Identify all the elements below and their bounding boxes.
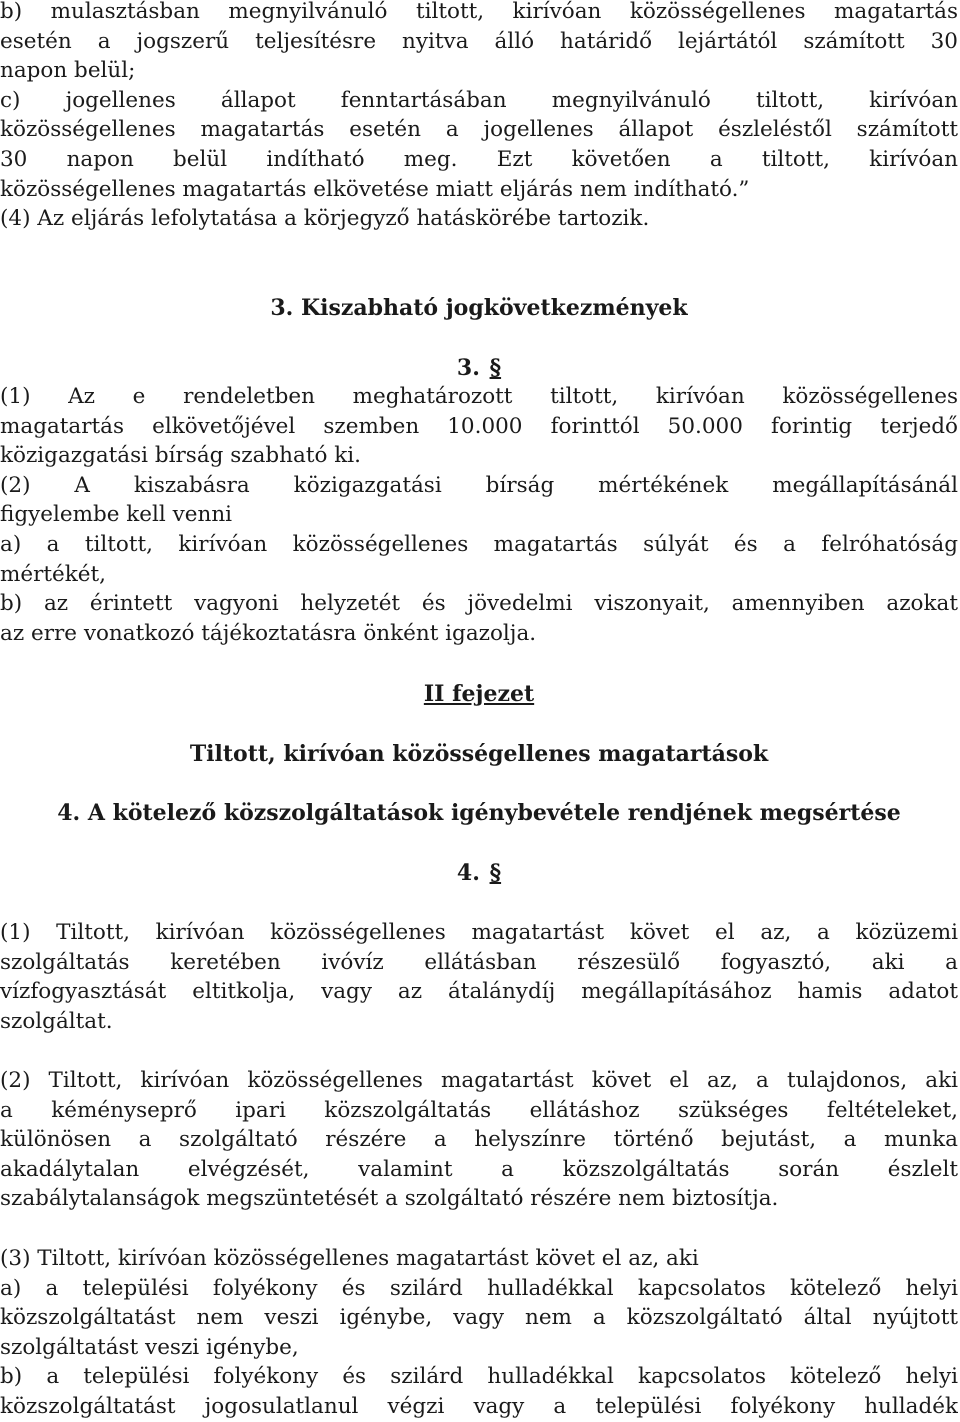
- text-line: mértékét,: [0, 561, 106, 587]
- section-4-heading: 4. A kötelező közszolgáltatások igénybevétele rendjének megsértése: [57, 800, 901, 826]
- section-4-paragraph-1: [0, 918, 958, 1036]
- section-3-body: [0, 382, 958, 648]
- text-line: vízfogyasztását eltitkolja, vagy az átalánydíj megállapításához hamis adatot: [0, 979, 958, 1005]
- text-line: napon belül;: [0, 58, 136, 84]
- section-symbol: §: [489, 860, 502, 886]
- text-line: közszolgáltatást nem veszi igénybe, vagy nem a közszolgáltató által nyújtott: [0, 1305, 958, 1331]
- text-line: a) a tiltott, kirívóan közösségellenes magatartás súlyát és a felróhatóság: [0, 531, 958, 557]
- text-line: akadálytalan elvégzését, valamint a közszolgáltatás során észlelt: [0, 1156, 958, 1182]
- text-line: magatartás elkövetőjével szemben 10.000 forinttól 50.000 forintig terjedő: [0, 413, 958, 439]
- text-line: esetén a jogszerű teljesítésre nyitva álló határidő lejártától számított 30: [0, 28, 958, 54]
- text-line: közösségellenes magatartás esetén a jogellenes állapot észleléstől számított: [0, 117, 958, 143]
- text-line: (2) A kiszabásra közigazgatási bírság mértékének megállapításánál: [0, 472, 958, 498]
- text-line: közösségellenes magatartás elkövetése miatt eljárás nem indítható.”: [0, 176, 750, 202]
- chapter-heading: [0, 679, 958, 709]
- text-line: a kéményseprő ipari közszolgáltatás ellátáshoz szükséges feltételeket,: [0, 1097, 958, 1123]
- text-line: közigazgatási bírság szabható ki.: [0, 443, 361, 469]
- section-symbol: §: [489, 355, 502, 381]
- section-4-paragraph-2: [0, 1066, 958, 1214]
- text-line: 30 napon belül indítható meg. Ezt követően a tiltott, kirívóan: [0, 146, 958, 172]
- text-line: szabálytalanságok megszüntetését a szolgáltató részére nem biztosítja.: [0, 1186, 779, 1212]
- section-4-paragraph-3: [0, 1244, 958, 1422]
- text-line: szolgáltat.: [0, 1008, 113, 1034]
- text-line: b) a települési folyékony és szilárd hulladékkal kapcsolatos kötelező helyi: [0, 1364, 958, 1390]
- chapter-number: II fejezet: [423, 681, 535, 707]
- top-text-block: [0, 0, 958, 234]
- paragraph-number: 4.: [456, 860, 480, 886]
- paragraph-number: 3.: [456, 355, 480, 381]
- text-line: (1) Tiltott, kirívóan közösségellenes magatartást követ el az, a közüzemi: [0, 920, 958, 945]
- text-line: szolgáltatás keretében ivóvíz ellátásban részesülő fogyasztó, aki a: [0, 949, 958, 975]
- text-line: különösen a szolgáltató részére a helyszínre történő bejutást, a munka: [0, 1127, 958, 1153]
- text-line: (3) Tiltott, kirívóan közösségellenes magatartást követ el az, aki: [0, 1246, 699, 1271]
- chapter-title: Tiltott, kirívóan közösségellenes magatartások: [189, 741, 769, 767]
- text-line: (2) Tiltott, kirívóan közösségellenes magatartást követ el az, a tulajdonos, aki: [0, 1068, 958, 1093]
- text-line: b) mulasztásban megnyilvánuló tiltott, kirívóan közösségellenes magatartás: [0, 0, 958, 24]
- text-line: (4) Az eljárás lefolytatása a körjegyző hatáskörébe tartozik.: [0, 206, 650, 232]
- text-line: (1) Az e rendeletben meghatározott tiltott, kirívóan közösségellenes: [0, 384, 958, 409]
- text-line: közszolgáltatást jogosulatlanul végzi vagy a települési folyékony hulladék: [0, 1393, 958, 1419]
- text-line: szolgáltatást veszi igénybe,: [0, 1334, 299, 1360]
- text-line: a) a települési folyékony és szilárd hulladékkal kapcsolatos kötelező helyi: [0, 1275, 958, 1301]
- text-line: b) az érintett vagyoni helyzetét és jövedelmi viszonyait, amennyiben azokat: [0, 591, 958, 617]
- section-3-heading: 3. Kiszabható jogkövetkezmények: [270, 295, 688, 321]
- section-3-paragraph-number: [0, 353, 958, 383]
- text-line: az erre vonatkozó tájékoztatásra önként igazolja.: [0, 620, 537, 646]
- text-line: figyelembe kell venni: [0, 502, 233, 528]
- text-line: c) jogellenes állapot fenntartásában megnyilvánuló tiltott, kirívóan: [0, 87, 958, 113]
- section-4-paragraph-number: [0, 858, 958, 888]
